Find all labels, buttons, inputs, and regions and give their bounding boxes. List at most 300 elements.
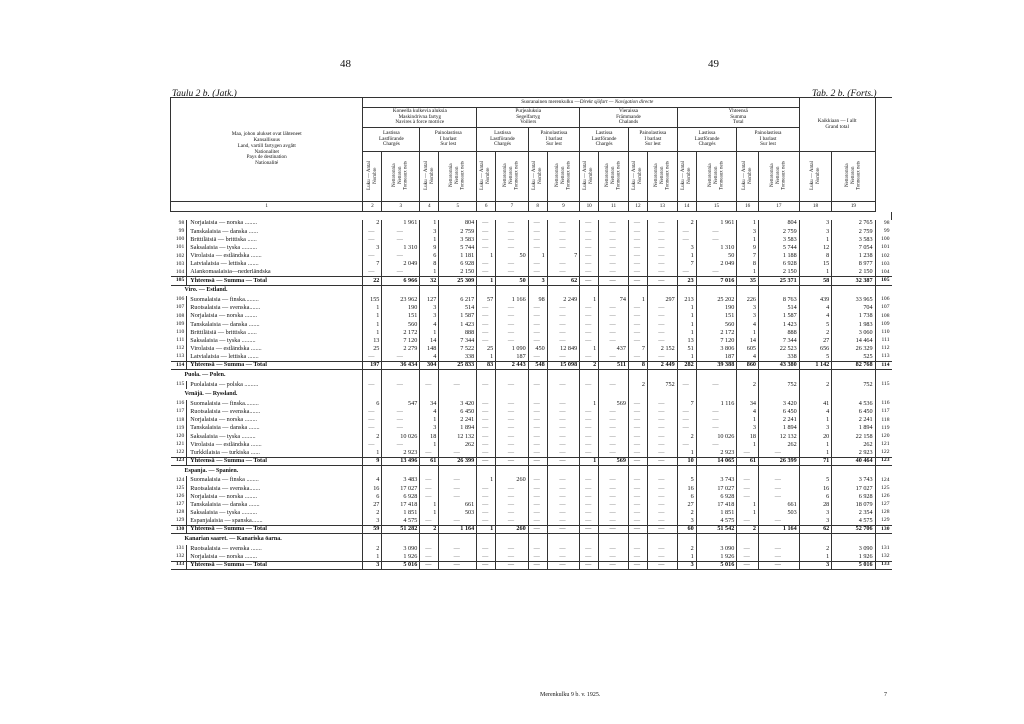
count-value: 12 (799, 244, 832, 252)
count-value: 13 (363, 337, 382, 345)
count-value: 2 (677, 220, 696, 228)
empty-cell (696, 285, 737, 296)
tonnage-value: 74 (599, 296, 629, 304)
tonnage-value: 1 166 (496, 296, 529, 304)
tonnage-value: 3 090 (696, 545, 737, 553)
count-value: — (477, 449, 496, 457)
tonnage-value: 187 (496, 353, 529, 361)
tonnage-value: 1 926 (696, 553, 737, 561)
tonnage-value: 51 282 (382, 526, 420, 534)
tonnage-value: — (647, 449, 677, 457)
tonnage-column-header-text: Nettotonnia Nettoton Tonneaux nets (503, 160, 520, 190)
tonnage-value: — (547, 329, 580, 337)
count-value: 304 (420, 362, 439, 370)
count-value: — (677, 416, 696, 424)
total-label: Yhteensä — Summa — Total (187, 277, 363, 285)
tonnage-value: 804 (439, 220, 477, 228)
tonnage-value: 1 188 (759, 252, 800, 260)
tonnage-value: 12 132 (759, 433, 800, 441)
blank-cell (875, 202, 891, 212)
empty-cell (363, 285, 382, 296)
empty-cell (363, 370, 382, 381)
tonnage-column-header (696, 152, 737, 202)
tonnage-value: — (599, 493, 629, 501)
empty-cell (439, 465, 477, 476)
count-value: 34 (420, 400, 439, 408)
tonnage-value: 13 496 (382, 457, 420, 465)
count-value: 1 (799, 441, 832, 449)
row-number: 127 (175, 501, 185, 508)
count-value: 1 (799, 269, 832, 277)
row-number-right: 130 (875, 526, 891, 534)
count-value: 1 (363, 312, 382, 320)
empty-cell (759, 370, 800, 381)
empty-cell (528, 389, 547, 400)
count-value: — (737, 493, 759, 501)
tonnage-value: 43 380 (759, 362, 800, 370)
count-column-header-text: Luku — Antal Nombre (741, 160, 753, 190)
tonnage-value: 2 759 (759, 228, 800, 236)
tonnage-value: 6 217 (439, 296, 477, 304)
count-value: — (528, 329, 547, 337)
empty-cell (439, 370, 477, 381)
tonnage-value: 569 (599, 400, 629, 408)
count-value: — (420, 545, 439, 553)
count-value: — (628, 449, 647, 457)
empty-cell (696, 370, 737, 381)
tonnage-value: 51 542 (696, 526, 737, 534)
count-value: 15 (799, 260, 832, 268)
nationality-label: Tanskalaisia — danska ...... (187, 228, 363, 236)
count-value: — (477, 501, 496, 509)
tonnage-value: 25 371 (759, 277, 800, 285)
tonnage-value: 2 241 (439, 416, 477, 424)
column-number: 16 (737, 202, 759, 212)
count-value: — (628, 441, 647, 449)
tonnage-value: 3 806 (696, 345, 737, 353)
tonnage-value: 888 (759, 329, 800, 337)
count-value: 1 (677, 353, 696, 361)
tonnage-value: 25 833 (439, 362, 477, 370)
tonnage-value: 7 120 (696, 337, 737, 345)
count-value: — (363, 441, 382, 449)
count-value: — (737, 545, 759, 553)
count-value: 6 (799, 493, 832, 501)
count-value: — (477, 545, 496, 553)
tonnage-value: — (599, 553, 629, 561)
tonnage-value: — (696, 381, 737, 389)
count-value: 439 (799, 296, 832, 304)
tonnage-value: 2 354 (832, 509, 875, 517)
count-value: — (528, 312, 547, 320)
empty-cell (420, 534, 439, 545)
count-column-header-text: Luku — Antal Nombre (423, 160, 435, 190)
count-value: 2 (420, 526, 439, 534)
empty-cell (599, 389, 629, 400)
count-value: — (528, 424, 547, 432)
count-value: 60 (677, 526, 696, 534)
count-value: 3 (737, 304, 759, 312)
count-value: — (580, 220, 599, 228)
count-value: 548 (528, 362, 547, 370)
tonnage-value: 190 (382, 304, 420, 312)
count-value: — (580, 329, 599, 337)
row-number-right: 114 (875, 362, 891, 370)
tonnage-value: — (647, 561, 677, 569)
tonnage-value: 262 (832, 441, 875, 449)
row-number: 103 (175, 260, 185, 267)
nationality-label: Ruotsalaisia — svenska....... (187, 408, 363, 416)
tonnage-value: 6 450 (832, 408, 875, 416)
count-value: 14 (737, 337, 759, 345)
tonnage-value: 752 (759, 381, 800, 389)
tonnage-value: 2 150 (832, 269, 875, 277)
tonnage-value: 5 016 (696, 561, 737, 569)
count-value: — (737, 561, 759, 569)
count-value: 6 (363, 493, 382, 501)
tonnage-value: — (547, 424, 580, 432)
count-value: 2 (737, 381, 759, 389)
count-value: 4 (799, 408, 832, 416)
tonnage-value: — (496, 424, 529, 432)
tonnage-value: — (647, 269, 677, 277)
count-value: — (477, 260, 496, 268)
tonnage-value: — (599, 381, 629, 389)
tonnage-value: 4 575 (696, 517, 737, 525)
tonnage-column-header (832, 152, 875, 202)
count-value: — (420, 381, 439, 389)
count-value: — (628, 553, 647, 561)
count-value: — (580, 433, 599, 441)
row-number: 112 (176, 345, 185, 352)
tonnage-value: 804 (759, 220, 800, 228)
direct-shipping-header-right: Direkt sjöfart — Navigation directe (580, 98, 800, 108)
count-value: 1 (363, 449, 382, 457)
tonnage-value: — (599, 501, 629, 509)
blank-cell (875, 108, 891, 128)
count-value: — (477, 517, 496, 525)
tonnage-value: — (496, 400, 529, 408)
tonnage-value: 17 418 (696, 501, 737, 509)
count-value: — (628, 329, 647, 337)
tonnage-value: 1 090 (496, 345, 529, 353)
count-value: — (477, 485, 496, 493)
tonnage-value: — (599, 476, 629, 484)
tonnage-value: — (547, 433, 580, 441)
count-value: 1 (420, 441, 439, 449)
tonnage-value: 3 420 (759, 400, 800, 408)
tonnage-value: — (759, 476, 800, 484)
tonnage-value: — (382, 252, 420, 260)
count-value: — (628, 321, 647, 329)
row-number-right: 98 (883, 219, 890, 226)
tonnage-value: 338 (759, 353, 800, 361)
tonnage-value: 3 743 (696, 476, 737, 484)
tonnage-value: — (439, 485, 477, 493)
tonnage-value: — (647, 517, 677, 525)
empty-cell (832, 465, 875, 476)
count-value: — (477, 228, 496, 236)
tonnage-value: 5 016 (382, 561, 420, 569)
tonnage-value: — (439, 553, 477, 561)
tonnage-value: — (647, 228, 677, 236)
tonnage-value: 560 (696, 321, 737, 329)
count-value: 61 (420, 457, 439, 465)
row-number: 98 (178, 219, 185, 226)
count-value: — (528, 509, 547, 517)
count-value: 1 (420, 236, 439, 244)
tonnage-column-header (759, 152, 800, 202)
tonnage-value: 187 (696, 353, 737, 361)
count-column-header-text: Luku — Antal Nombre (583, 160, 595, 190)
count-value: — (580, 416, 599, 424)
nationality-label: Suomalaisia — finska ........ (187, 476, 363, 484)
count-value: 1 (580, 345, 599, 353)
tonnage-value: — (759, 485, 800, 493)
tonnage-value: 7 054 (832, 244, 875, 252)
tonnage-value: 2 150 (759, 269, 800, 277)
total-label: Yhteensä — Summa — Total (187, 561, 363, 569)
row-number-right: 125 (881, 484, 890, 491)
empty-cell (496, 534, 529, 545)
empty-cell (696, 465, 737, 476)
count-value: — (580, 228, 599, 236)
empty-cell (580, 534, 599, 545)
count-value: — (528, 493, 547, 501)
tonnage-value: — (647, 493, 677, 501)
grand-total-header: Kaikkiaan — I allt Grand total (799, 98, 875, 152)
count-value: — (528, 476, 547, 484)
tonnage-value: 2 279 (382, 345, 420, 353)
tonnage-value: 12 849 (547, 345, 580, 353)
count-value: 16 (799, 485, 832, 493)
tonnage-value: — (496, 553, 529, 561)
count-value: 1 (737, 501, 759, 509)
tonnage-value: 3 090 (832, 545, 875, 553)
count-value: 2 (737, 526, 759, 534)
tonnage-value: — (547, 526, 580, 534)
count-value: 1 (420, 509, 439, 517)
row-number-right: 113 (881, 353, 890, 360)
empty-cell (677, 465, 696, 476)
count-value: 3 (677, 517, 696, 525)
tonnage-value: 7 522 (439, 345, 477, 353)
tonnage-value: — (599, 321, 629, 329)
tonnage-value: — (496, 312, 529, 320)
tonnage-value: 17 418 (382, 501, 420, 509)
count-value: 3 (420, 304, 439, 312)
count-value: 9 (737, 244, 759, 252)
empty-cell (477, 370, 496, 381)
tonnage-value: 36 434 (382, 362, 420, 370)
tonnage-value: 6 928 (439, 260, 477, 268)
count-value: — (628, 476, 647, 484)
count-column-header-text: Luku — Antal Nombre (632, 160, 643, 190)
empty-cell (875, 370, 891, 381)
count-value: — (580, 408, 599, 416)
count-value: 3 (677, 244, 696, 252)
count-value: — (528, 526, 547, 534)
count-value: — (363, 408, 382, 416)
tonnage-value: — (759, 493, 800, 501)
tonnage-value: 1 587 (439, 312, 477, 320)
count-value: 656 (799, 345, 832, 353)
empty-cell (628, 389, 647, 400)
count-value: — (628, 424, 647, 432)
row-number-right: 107 (881, 304, 890, 311)
row-number-right: 127 (881, 501, 890, 508)
tonnage-value: 1 310 (696, 244, 737, 252)
count-value: — (580, 381, 599, 389)
tonnage-column-header-text: Nettotonnia Nettoton Tonneaux nets (604, 160, 622, 190)
tonnage-value: — (647, 400, 677, 408)
count-value: — (628, 252, 647, 260)
column-number: 17 (759, 202, 800, 212)
row-number-right: 109 (881, 320, 890, 327)
tonnage-value: — (599, 252, 629, 260)
ballast-header: Painolastissa I barlast Sur lest (737, 128, 799, 152)
row-number-right: 108 (881, 312, 890, 319)
tonnage-value: — (599, 441, 629, 449)
tonnage-value: 262 (439, 441, 477, 449)
count-value: 23 (677, 277, 696, 285)
tonnage-value: — (382, 269, 420, 277)
count-value: 22 (363, 277, 382, 285)
tonnage-value: 4 536 (832, 400, 875, 408)
nationality-label: Turkkilaisia — turkiska ...... (187, 449, 363, 457)
empty-cell (363, 534, 382, 545)
tonnage-value: 22 158 (832, 433, 875, 441)
count-value: 1 (737, 416, 759, 424)
empty-cell (580, 465, 599, 476)
tonnage-value: — (547, 485, 580, 493)
count-value: — (477, 244, 496, 252)
empty-cell (439, 389, 477, 400)
row-number: 110 (176, 329, 185, 336)
nationality-label: Saksalaisia — tyska .......... (187, 509, 363, 517)
count-value: 3 (363, 517, 382, 525)
empty-cell (496, 370, 529, 381)
count-value: — (363, 424, 382, 432)
tonnage-value: 12 132 (439, 433, 477, 441)
tonnage-value: — (496, 509, 529, 517)
row-number-right: 115 (881, 380, 890, 387)
count-value: — (528, 441, 547, 449)
count-value: — (363, 252, 382, 260)
count-value: — (580, 277, 599, 285)
count-value: — (677, 269, 696, 277)
tonnage-value: — (547, 381, 580, 389)
empty-cell (737, 389, 759, 400)
empty-cell (420, 465, 439, 476)
count-value: — (677, 381, 696, 389)
empty-cell (737, 370, 759, 381)
row-number-right: 111 (881, 337, 890, 344)
row-number: 99 (178, 227, 185, 234)
row-number-right: 105 (875, 277, 891, 285)
tonnage-value: 6 928 (832, 493, 875, 501)
row-number-right: 104 (881, 268, 890, 275)
empty-cell (677, 285, 696, 296)
count-value: 450 (528, 345, 547, 353)
row-number-right: 126 (881, 493, 890, 500)
count-value: 7 (363, 260, 382, 268)
tonnage-value: — (496, 561, 529, 569)
tonnage-value: 2 923 (696, 449, 737, 457)
count-value: — (477, 312, 496, 320)
tonnage-value: — (696, 228, 737, 236)
count-value: — (580, 304, 599, 312)
tonnage-value: 4 575 (832, 517, 875, 525)
tonnage-value: 752 (832, 381, 875, 389)
tonnage-value: 5 016 (832, 561, 875, 569)
count-value: — (363, 228, 382, 236)
tonnage-value: 5 744 (439, 244, 477, 252)
tonnage-value: — (647, 424, 677, 432)
row-number-right: 119 (881, 424, 890, 431)
count-value: 61 (737, 457, 759, 465)
count-value: 3 (737, 228, 759, 236)
count-value: 5 (799, 476, 832, 484)
empty-cell (832, 285, 875, 296)
count-value: — (628, 260, 647, 268)
count-value: — (628, 517, 647, 525)
count-value: 1 (799, 236, 832, 244)
tonnage-value: — (496, 321, 529, 329)
country-header: Maa, johon alukset ovat lähteneet Kansallisuus Land, vartill fartygen avgått Nationalitet Pays de destination Nationalité (171, 98, 363, 202)
count-value: — (477, 329, 496, 337)
tonnage-value: 32 387 (832, 277, 875, 285)
count-value: 59 (363, 526, 382, 534)
tonnage-column-header-text: Nettotonnia Nettoton Tonneaux nets (554, 160, 572, 190)
tonnage-value: 2 241 (832, 416, 875, 424)
count-value: 1 (420, 220, 439, 228)
count-value: — (580, 509, 599, 517)
tonnage-value: — (599, 244, 629, 252)
count-value: 1 (363, 304, 382, 312)
country-group-heading: Viro. — Estland. (184, 287, 228, 294)
tonnage-value: — (647, 304, 677, 312)
count-value: 1 (477, 277, 496, 285)
country-group-heading: Puola. — Polen. (184, 372, 226, 379)
tonnage-value: — (382, 228, 420, 236)
tonnage-value: — (647, 408, 677, 416)
count-value: — (580, 449, 599, 457)
tonnage-value: — (547, 269, 580, 277)
tonnage-value: 52 706 (832, 526, 875, 534)
tonnage-value: 1 894 (439, 424, 477, 432)
row-number: 132 (175, 552, 185, 559)
column-number: 10 (580, 202, 599, 212)
tonnage-value: 6 928 (382, 493, 420, 501)
count-value: — (628, 353, 647, 361)
tonnage-value: — (647, 441, 677, 449)
empty-cell (737, 285, 759, 296)
count-value: 3 (737, 424, 759, 432)
count-value: — (628, 408, 647, 416)
tonnage-value: 25 202 (696, 296, 737, 304)
column-number: 2 (363, 202, 382, 212)
count-value: — (580, 236, 599, 244)
count-column-header-text: Luku — Antal Nombre (480, 160, 492, 190)
count-value: 5 (799, 321, 832, 329)
count-value: 1 (528, 252, 547, 260)
tonnage-value: — (547, 400, 580, 408)
count-value: 25 (477, 345, 496, 353)
tonnage-value: 5 744 (759, 244, 800, 252)
count-value: 4 (799, 304, 832, 312)
count-value: 3 (363, 244, 382, 252)
